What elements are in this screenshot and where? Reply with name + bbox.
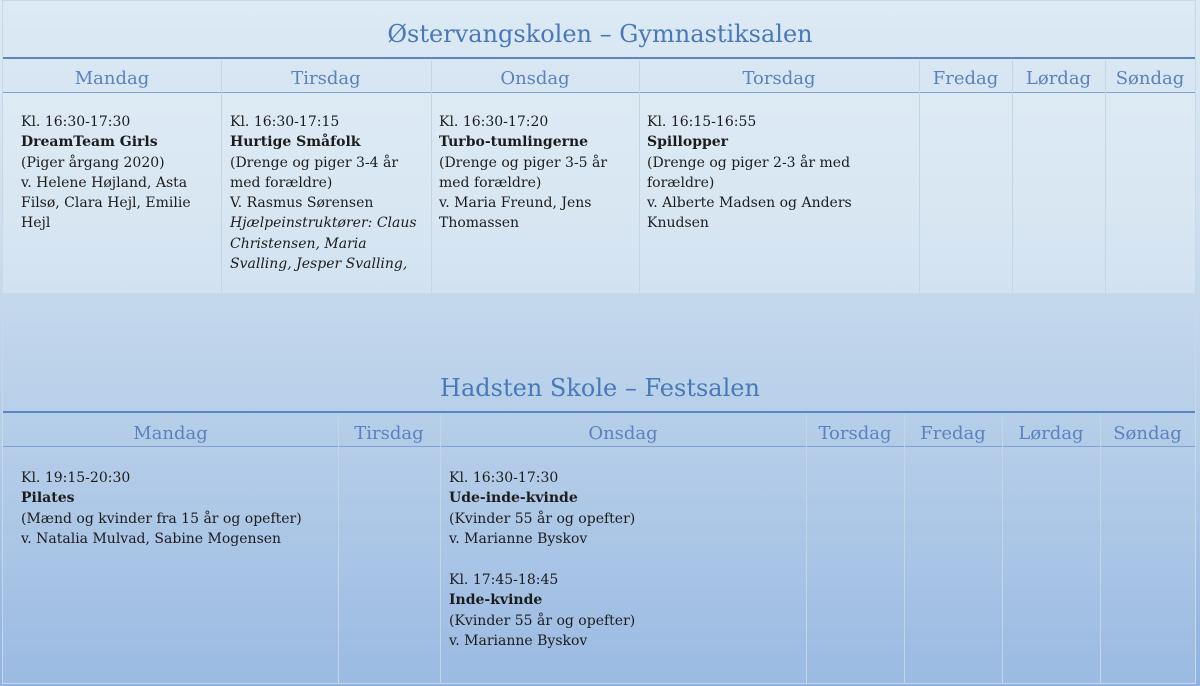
class-instructors: v. Marianne Byskov (449, 530, 588, 547)
col-divider (221, 60, 222, 293)
class-time: Kl. 16:30-17:15 (230, 114, 340, 130)
day-sondag: Søndag (1115, 68, 1185, 89)
class-instructors: v. Natalia Mulvad, Sabine Mogensen (21, 530, 282, 547)
class-entry (439, 112, 629, 234)
section1-title: Østervangskolen – Gymnastiksalen (387, 20, 813, 48)
class-entry-group (449, 468, 799, 669)
day-tirsdag: Tirsdag (291, 68, 361, 89)
class-name: Inde-kvinde (449, 592, 543, 609)
col-divider (919, 60, 920, 293)
section2-day-header (3, 421, 1195, 447)
day-mandag: Mandag (133, 423, 208, 444)
class-description: (Piger årgang 2020) (21, 154, 165, 171)
class-name: Ude-inde-kvinde (449, 490, 578, 507)
day-mandag: Mandag (74, 68, 150, 89)
class-name: Hurtige Småfolk (230, 134, 361, 151)
col-divider (639, 60, 640, 293)
day-onsdag: Onsdag (588, 423, 658, 444)
day-lordag: Lørdag (1025, 68, 1092, 89)
day-tirsdag: Tirsdag (354, 423, 424, 444)
day-fredag: Fredag (932, 68, 999, 89)
day-lordag: Lørdag (1018, 423, 1084, 444)
class-entry (21, 468, 331, 549)
class-name: DreamTeam Girls (21, 134, 158, 151)
class-assistants: Hjælpeinstruktører: Claus Christensen, Maria Svalling, Jesper Svalling, (230, 215, 417, 273)
class-instructors: v. Marianne Byskov (449, 633, 588, 650)
col-divider (1105, 60, 1106, 293)
class-description: (Drenge og piger 3-5 år med forældre) (439, 154, 608, 191)
day-sondag: Søndag (1113, 423, 1182, 444)
class-entry (230, 112, 425, 274)
class-time: Kl. 16:30-17:30 (449, 470, 559, 486)
col-divider (1100, 414, 1101, 684)
class-time: Kl. 17:45-18:45 (449, 572, 559, 589)
class-description: (Drenge og piger 3-4 år med forældre) (230, 154, 399, 191)
class-entry (21, 112, 211, 234)
day-fredag: Fredag (920, 423, 986, 444)
col-divider (338, 414, 339, 684)
section2-title: Hadsten Skole – Festsalen (440, 374, 760, 402)
col-divider (431, 60, 432, 293)
class-time: Kl. 16:30-17:20 (439, 114, 549, 130)
section1-header-rule (3, 92, 1195, 93)
class-time: Kl. 16:15-16:55 (647, 114, 757, 130)
class-time: Kl. 16:30-17:30 (21, 114, 131, 130)
section2-top-rule (3, 411, 1195, 413)
class-description: (Kvinder 55 år og opefter) (449, 612, 636, 629)
day-onsdag: Onsdag (500, 68, 570, 89)
class-time: Kl. 19:15-20:30 (21, 470, 131, 486)
section1-day-header (3, 66, 1195, 92)
col-divider (1012, 60, 1013, 293)
col-divider (904, 414, 905, 684)
col-divider (1002, 414, 1003, 684)
col-divider (440, 414, 441, 684)
class-description: (Drenge og piger 2-3 år med forældre) (647, 154, 851, 191)
class-entry (449, 468, 799, 549)
class-entry (647, 112, 872, 234)
class-instructors: v. Helene Højland, Asta Filsø, Clara Hejl, Emilie Hejl (21, 174, 191, 232)
col-divider (806, 414, 807, 684)
day-torsdag: Torsdag (818, 423, 892, 444)
section2-header-rule (3, 446, 1195, 447)
class-instructors: V. Rasmus Sørensen (230, 195, 374, 212)
class-entry (449, 570, 799, 651)
class-description: (Mænd og kvinder fra 15 år og opefter) (21, 510, 302, 527)
class-name: Spillopper (647, 134, 729, 151)
section1-top-rule (3, 57, 1195, 59)
class-instructors: v. Alberte Madsen og Anders Knudsen (647, 195, 852, 232)
class-description: (Kvinder 55 år og opefter) (449, 510, 636, 527)
class-name: Pilates (21, 490, 75, 507)
class-name: Turbo-tumlingerne (439, 134, 589, 151)
day-torsdag: Torsdag (742, 68, 816, 89)
class-instructors: v. Maria Freund, Jens Thomassen (439, 195, 592, 232)
